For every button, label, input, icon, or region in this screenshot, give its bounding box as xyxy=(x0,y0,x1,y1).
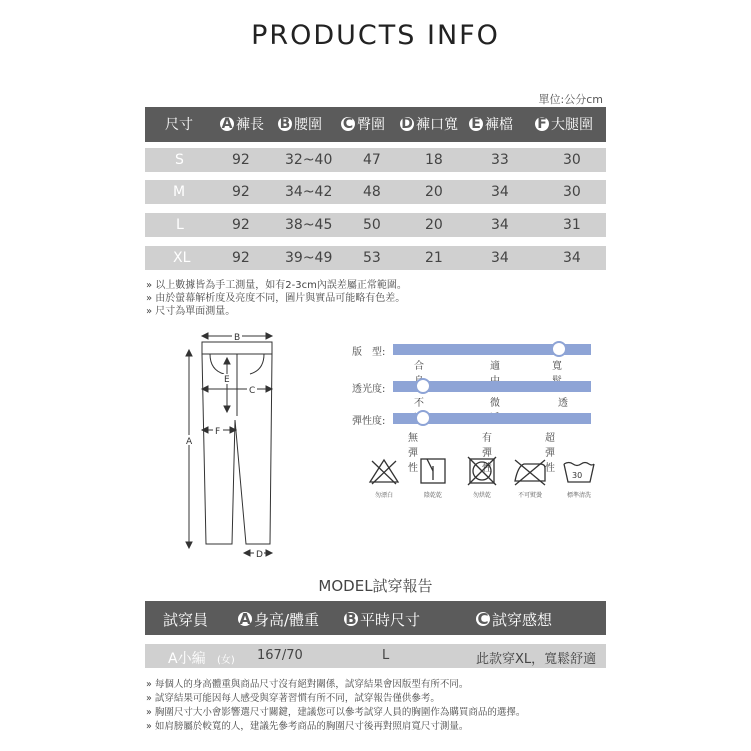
size-row-s: S 92 32~40 47 18 33 30 xyxy=(145,148,606,172)
note-line: » 胸圍尺寸大小會影響選尺寸關鍵，建議您可以參考試穿人員的胸圍作為購買商品的選擇。 xyxy=(146,707,526,718)
care-icons xyxy=(364,456,604,506)
badge-b: B xyxy=(345,610,357,628)
note-line: » 試穿結果可能因每人感受與穿著習慣有所不同，試穿報告僅供參考。 xyxy=(146,693,440,704)
no-bleach-icon xyxy=(364,456,404,486)
col-length: A 褲長 xyxy=(221,116,264,133)
no-iron-icon xyxy=(510,456,550,486)
usual-size-header: B 平時尺寸 xyxy=(345,610,421,629)
size-row-xl: XL 92 39~49 53 21 34 34 xyxy=(145,246,606,270)
col-hip: C 臀圍 xyxy=(342,116,385,133)
model-height-weight: 167/70 xyxy=(257,648,303,663)
height-weight-header: A 身高/體重 xyxy=(239,610,320,629)
model-title: MODEL試穿報告 xyxy=(318,577,433,595)
fit-label: 版 型: xyxy=(352,347,386,358)
care-hang-dry: 陰乾乾 xyxy=(413,456,453,499)
label-f: F xyxy=(215,427,221,437)
col-waist: B 腰圍 xyxy=(279,116,322,133)
model-feedback: 此款穿XL，寬鬆舒適 xyxy=(476,652,597,667)
badge-c: C xyxy=(477,610,489,628)
model-size: L xyxy=(382,648,390,663)
elasticity-label: 彈性度: xyxy=(352,416,386,427)
label-a: A xyxy=(186,437,193,447)
care-no-iron: 不可熨燙 xyxy=(510,456,550,499)
elasticity-knob xyxy=(415,410,431,426)
hang-dry-icon xyxy=(413,456,453,486)
page-title: PRODUCTS INFO xyxy=(251,20,500,51)
size-header: 尺寸 xyxy=(165,117,193,133)
label-e: E xyxy=(224,375,230,385)
model-name: A小編 xyxy=(168,651,206,667)
note-line: » 由於螢幕解析度及亮度不同，圖片與實品可能略有色差。 xyxy=(146,293,406,304)
size-notes xyxy=(146,279,407,318)
opacity-knob xyxy=(415,378,431,394)
size-table-header xyxy=(145,107,606,142)
badge-d: D xyxy=(401,116,413,132)
badge-c: C xyxy=(342,116,354,132)
unit-label: 單位:公分cm xyxy=(538,93,603,106)
size-row-l: L 92 38~45 50 20 34 31 xyxy=(145,213,606,237)
badge-a: A xyxy=(221,116,233,132)
col-thigh: F 大腿圍 xyxy=(535,114,593,134)
note-line: » 以上數據皆為手工測量，如有2-3cm內誤差屬正常範圍。 xyxy=(146,280,407,291)
opacity-label: 透光度: xyxy=(352,384,386,395)
badge-b: B xyxy=(279,116,291,132)
care-no-bleach: 勿漂白 xyxy=(364,456,404,499)
col-rise: E 褲檔 xyxy=(469,114,513,134)
pants-diagram xyxy=(180,330,280,562)
wash-30-icon xyxy=(559,456,599,486)
note-line: » 如肩膀屬於較寬的人，建議先參考商品的胸圍尺寸後再對照肩寬尺寸測量。 xyxy=(146,721,469,732)
model-gender: (女) xyxy=(217,655,235,666)
svg-text:30: 30 xyxy=(572,471,583,480)
model-notes xyxy=(146,678,525,734)
model-header xyxy=(145,601,606,635)
label-c: C xyxy=(249,386,256,396)
badge-e: E xyxy=(469,117,483,131)
note-line: » 尺寸為單面測量。 xyxy=(146,306,236,317)
care-no-tumble: 勿烘乾 xyxy=(462,456,502,499)
model-row xyxy=(145,644,606,668)
size-row-m: M 92 34~42 48 20 34 30 xyxy=(145,180,606,204)
care-wash-30: 30 標準清洗 xyxy=(559,456,599,499)
fit-knob xyxy=(551,341,567,357)
label-b: B xyxy=(234,333,241,343)
feedback-header: C 試穿感想 xyxy=(477,610,553,629)
no-tumble-dry-icon xyxy=(462,456,502,486)
col-hem: D 褲口寬 xyxy=(401,116,458,133)
badge-f: F xyxy=(535,117,549,131)
label-d: D xyxy=(256,550,263,560)
note-line: » 每個人的身高體重與商品尺寸沒有絕對關係，試穿結果會因版型有所不同。 xyxy=(146,679,469,690)
tester-header: 試穿員 xyxy=(163,611,209,629)
badge-a: A xyxy=(239,610,251,628)
